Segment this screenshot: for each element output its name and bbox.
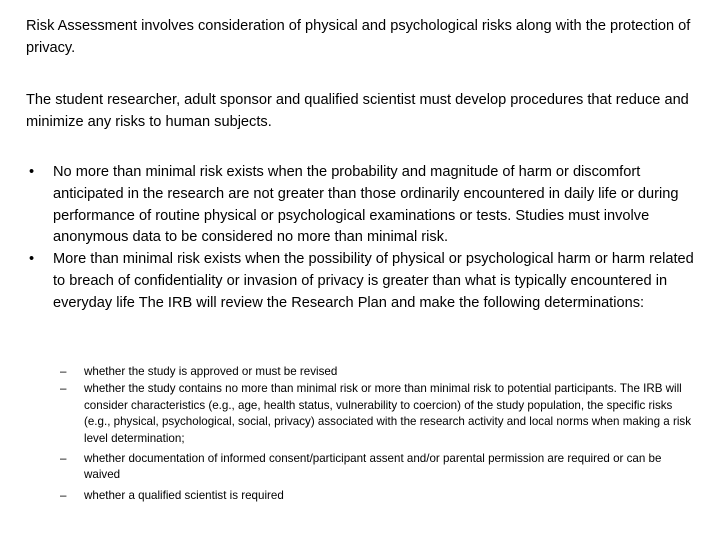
sub-item-qualified-scientist <box>60 488 700 504</box>
list-item-minimal-risk <box>26 162 698 249</box>
list-item-more-than-minimal-risk <box>26 249 698 314</box>
bullet-marker: • <box>29 251 35 268</box>
sub-item-text: whether the study is approved or must be revised <box>84 365 338 378</box>
sub-item-text: whether documentation of informed consent/participant assent and/or parental permission are required or can be waived <box>84 452 662 482</box>
sub-item-informed-consent <box>60 451 700 484</box>
sub-item-risk-level <box>60 381 700 447</box>
risk-level-list <box>26 162 698 315</box>
irb-determinations-list <box>60 364 700 508</box>
list-item-text: More than minimal risk exists when the possibility of physical or psychological harm or harm related to breach of confidentiality or invasion of privacy is greater than what is typically encountered in everyday life The IRB will review the Research Plan and make the following determinations: <box>53 251 694 311</box>
dash-marker: – <box>60 452 67 466</box>
dash-marker: – <box>60 382 67 396</box>
sub-item-text: whether the study contains no more than minimal risk or more than minimal risk to potential participants. The IRB will consider characteristics (e.g., age, health status, vulnerability to coercion) of the study population, the specific risks (e.g., physical, psychological, social, privacy) associated with the research activity and local norms when making a risk level determination; <box>84 382 692 445</box>
bullet-marker: • <box>29 164 35 180</box>
list-item-text: No more than minimal risk exists when the probability and magnitude of harm or discomfort anticipated in the research are not greater than those ordinarily encountered in daily life or during performance of routine physical or psychological examinations or tests. Studies must involve anonymous data to be considered no more than minimal risk. <box>53 164 679 246</box>
dash-marker: – <box>60 488 67 502</box>
dash-marker: – <box>60 365 67 378</box>
sub-item-approval <box>60 364 700 380</box>
sub-item-text: whether a qualified scientist is required <box>84 488 284 502</box>
intro-paragraph-procedures: The student researcher, adult sponsor and qualified scientist must develop procedures that reduce and minimize any risks to human subjects. <box>26 92 689 130</box>
intro-paragraph-risk-assessment: Risk Assessment involves consideration of physical and psychological risks along with the protection of privacy. <box>26 18 691 56</box>
